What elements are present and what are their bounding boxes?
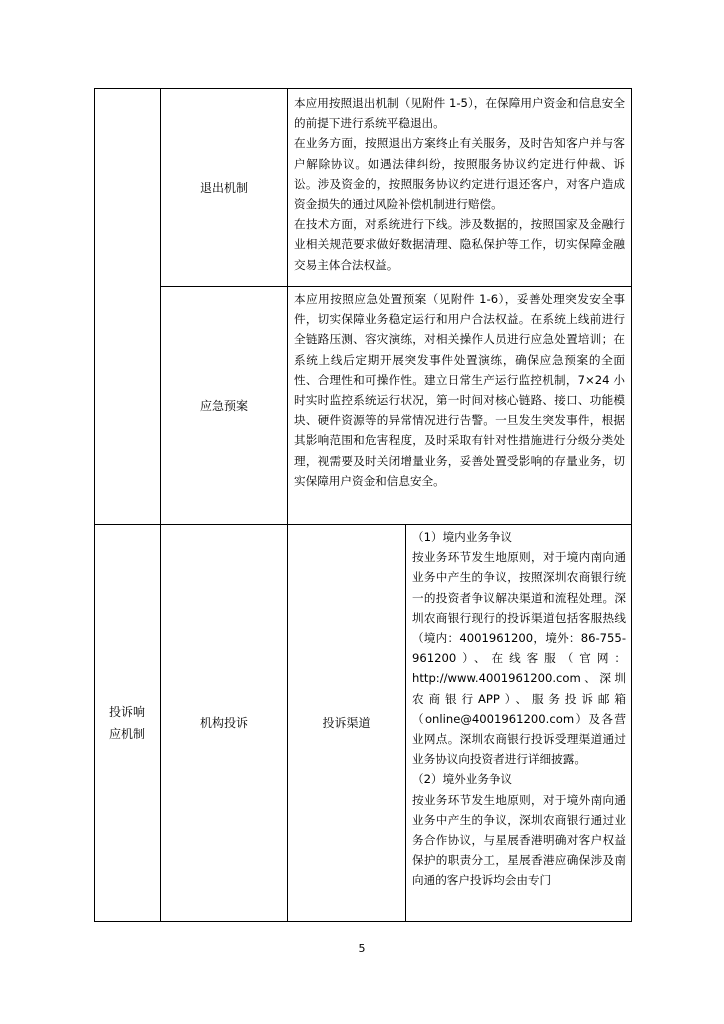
- domestic-dispute-text: 按业务环节发生地原则，对于境内南向通业务中产生的争议，按照深圳农商银行统一的投资者争议解决渠道和流程处理。深圳农商银行现行的投诉渠道包括客服热线（境内：4001961200，境外：86-755-961200）、在线客服（官网：http://www.4001961200.com、深圳农商银行APP）、服务投诉邮箱（online@4001961200.com）及各营业网点。深圳农商银行投诉受理渠道通过业务协议向投资者进行详细披露。: [412, 550, 626, 767]
- complaint-channel-label: 投诉渠道: [322, 716, 371, 730]
- exit-paragraph: 在技术方面，对系统进行下线。涉及数据的，按照国家及金融行业相关规范要求做好数据清理、隐私保护等工作，切实保障金融交易主体合法权益。: [294, 217, 625, 272]
- page-number: 5: [358, 942, 366, 955]
- complaint-channel-content: [412, 527, 626, 920]
- exit-mechanism-content: [294, 93, 625, 275]
- overseas-dispute-heading: （2）境外业务争议: [412, 772, 513, 787]
- emergency-plan-content: [294, 289, 625, 491]
- institution-complaint-label: 机构投诉: [199, 716, 248, 730]
- table-bottom-border: [94, 921, 632, 922]
- emergency-paragraph: 本应用按照应急处置预案（见附件 1-6），妥善处理突发安全事件，切实保障业务稳定运行和用户合法权益。在系统上线前进行全链路压测、容灾演练，对相关操作人员进行应急处置培训；在系统上线后定期开展突发事件处置演练，确保应急预案的全面性、合理性和可操作性。建立日常生产运行监控机制，7×24 小时实时监控系统运行状况，第一时间对核心链路、接口、功能模块、硬件资源等的异常情况进行告警。一旦发生突发事件，根据其影响范围和危害程度，及时采取有针对性措施进行分级分类处理，视需要及时关闭增量业务，妥善处置受影响的存量业务，切实保障用户资金和信息安全。: [294, 292, 625, 488]
- domestic-dispute-heading: （1）境内业务争议: [412, 530, 513, 544]
- exit-mechanism-label: 退出机制: [199, 180, 248, 195]
- exit-paragraph: 在业务方面，按照退出方案终止有关服务，及时告知客户并与客户解除协议。如遇法律纠纷，按照服务协议约定进行仲裁、诉讼。涉及资金的，按照服务协议约定进行退还客户，对客户造成资金损失的通过风险补偿机制进行赔偿。: [294, 136, 625, 212]
- complaint-mechanism-label: 投诉响应机制: [108, 705, 145, 741]
- column-divider-3: [405, 524, 406, 922]
- overseas-dispute-text: 按业务环节发生地原则，对于境外南向通业务中产生的争议，深圳农商银行通过业务合作协议，与星展香港明确对客户权益保护的职责分工，星展香港应确保涉及南向通的客户投诉均会由专门: [412, 792, 626, 888]
- table-left-border: [94, 88, 95, 922]
- emergency-plan-label: 应急预案: [199, 398, 248, 413]
- exit-paragraph: 本应用按照退出机制（见附件 1-5），在保障用户资金和信息安全的前提下进行系统平稳退出。: [294, 96, 625, 131]
- table-right-border: [631, 88, 632, 922]
- requirements-table: [94, 88, 632, 922]
